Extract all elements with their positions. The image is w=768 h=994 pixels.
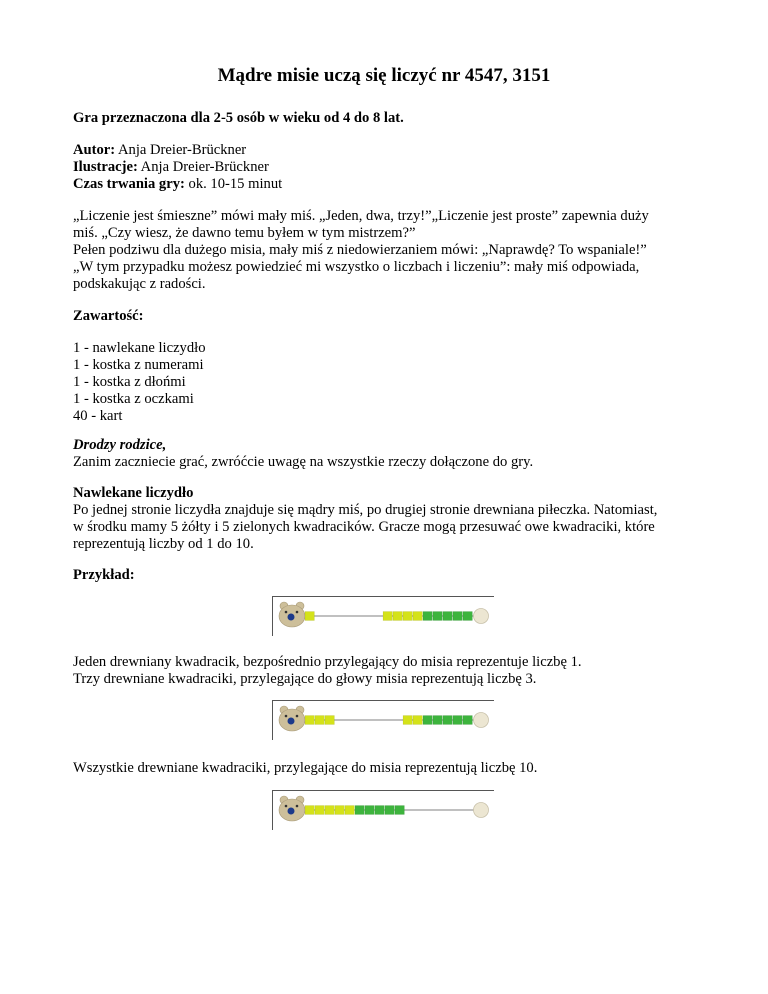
bear-eye (296, 611, 299, 614)
yellow-bead (315, 716, 324, 725)
green-bead (443, 612, 452, 621)
contents-item: 1 - kostka z dłońmi (73, 374, 186, 390)
credit-duration (73, 176, 713, 193)
intro-line: podskakując z radości. (73, 276, 206, 292)
green-bead (453, 716, 462, 725)
bear-eye (296, 715, 299, 718)
abacus-description-line: w środku mamy 5 żółty i 5 zielonych kwadracików. Gracze mogą przesuwać owe kwadraciki, które (73, 519, 655, 535)
yellow-bead (325, 806, 334, 815)
credit-illustrations-label: Ilustracje: (73, 159, 138, 175)
credit-author-value: Anja Dreier-Brückner (115, 142, 247, 158)
green-bead (423, 716, 432, 725)
contents-item: 1 - kostka z oczkami (73, 391, 194, 407)
yellow-bead (393, 612, 402, 621)
green-bead (395, 806, 404, 815)
credit-author (73, 142, 713, 159)
yellow-bead (403, 716, 412, 725)
yellow-bead (315, 806, 324, 815)
intro-line: „W tym przypadku możesz powiedzieć mi wszystko o liczbach i liczeniu”: mały miś odpowiada, (73, 259, 640, 275)
abacus-example-10 (272, 790, 494, 830)
yellow-bead (403, 612, 412, 621)
green-bead (365, 806, 374, 815)
wooden-ball (474, 713, 489, 728)
document-title: Mądre misie uczą się liczyć nr 4547, 3151 (217, 65, 551, 86)
bear-eye (285, 805, 288, 808)
yellow-bead (305, 612, 314, 621)
credit-duration-label: Czas trwania gry: (73, 176, 185, 192)
example1-line: Jeden drewniany kwadracik, bezpośrednio przylegający do misia reprezentuje liczbę 1. (73, 654, 582, 670)
abacus-heading: Nawlekane liczydło (73, 485, 194, 501)
contents-item: 1 - nawlekane liczydło (73, 340, 206, 356)
green-bead (443, 716, 452, 725)
green-bead (463, 612, 472, 621)
credit-author-label: Autor: (73, 142, 116, 158)
green-bead (433, 612, 442, 621)
bear-eye (296, 805, 299, 808)
abacus-description-line: reprezentują liczby od 1 do 10. (73, 536, 254, 552)
bear-nose (288, 808, 295, 815)
contents-heading: Zawartość: (73, 308, 144, 324)
green-bead (385, 806, 394, 815)
green-bead (463, 716, 472, 725)
contents-item: 1 - kostka z numerami (73, 357, 204, 373)
credit-illustrations (73, 159, 713, 176)
abacus-example-3 (272, 700, 494, 740)
example1-line: Trzy drewniane kwadraciki, przylegające do głowy misia reprezentują liczbę 3. (73, 671, 537, 687)
parents-text: Zanim zaczniecie grać, zwróćcie uwagę na wszystkie rzeczy dołączone do gry. (73, 454, 534, 470)
contents-item: 40 - kart (73, 408, 123, 424)
green-bead (453, 612, 462, 621)
yellow-bead (383, 612, 392, 621)
yellow-bead (413, 716, 422, 725)
bear-nose (288, 718, 295, 725)
green-bead (433, 716, 442, 725)
credit-duration-value: ok. 10-15 minut (184, 176, 283, 192)
abacus-description-line: Po jednej stronie liczydła znajduje się mądry miś, po drugiej stronie drewniana piłeczka. Natomiast, (73, 502, 658, 518)
bear-nose (288, 614, 295, 621)
intro-line: Pełen podziwu dla dużego misia, mały miś z niedowierzaniem mówi: „Naprawdę? To wspaniale!” (73, 242, 647, 258)
intro-line: „Liczenie jest śmieszne” mówi mały miś. „Jeden, dwa, trzy!”„Liczenie jest proste” zapewnia duży (73, 208, 649, 224)
wooden-ball (474, 803, 489, 818)
yellow-bead (413, 612, 422, 621)
yellow-bead (335, 806, 344, 815)
yellow-bead (305, 716, 314, 725)
yellow-bead (345, 806, 354, 815)
green-bead (423, 612, 432, 621)
bear-eye (285, 715, 288, 718)
green-bead (355, 806, 364, 815)
intro-line: miś. „Czy wiesz, że dawno temu byłem w tym mistrzem?” (73, 225, 416, 241)
bear-eye (285, 611, 288, 614)
example-heading: Przykład: (73, 567, 135, 583)
example2-line: Wszystkie drewniane kwadraciki, przylegające do misia reprezentują liczbę 10. (73, 760, 538, 776)
wooden-ball (474, 609, 489, 624)
yellow-bead (305, 806, 314, 815)
credit-illustrations-value: Anja Dreier-Brückner (137, 159, 269, 175)
abacus-example-1 (272, 596, 494, 636)
abacus-illustration-1 (272, 596, 494, 636)
green-bead (375, 806, 384, 815)
players-info: Gra przeznaczona dla 2-5 osób w wieku od 4 do 8 lat. (73, 110, 404, 126)
abacus-illustration-3 (272, 700, 494, 740)
yellow-bead (325, 716, 334, 725)
parents-heading: Drodzy rodzice, (73, 437, 167, 453)
abacus-illustration-10 (272, 790, 494, 830)
